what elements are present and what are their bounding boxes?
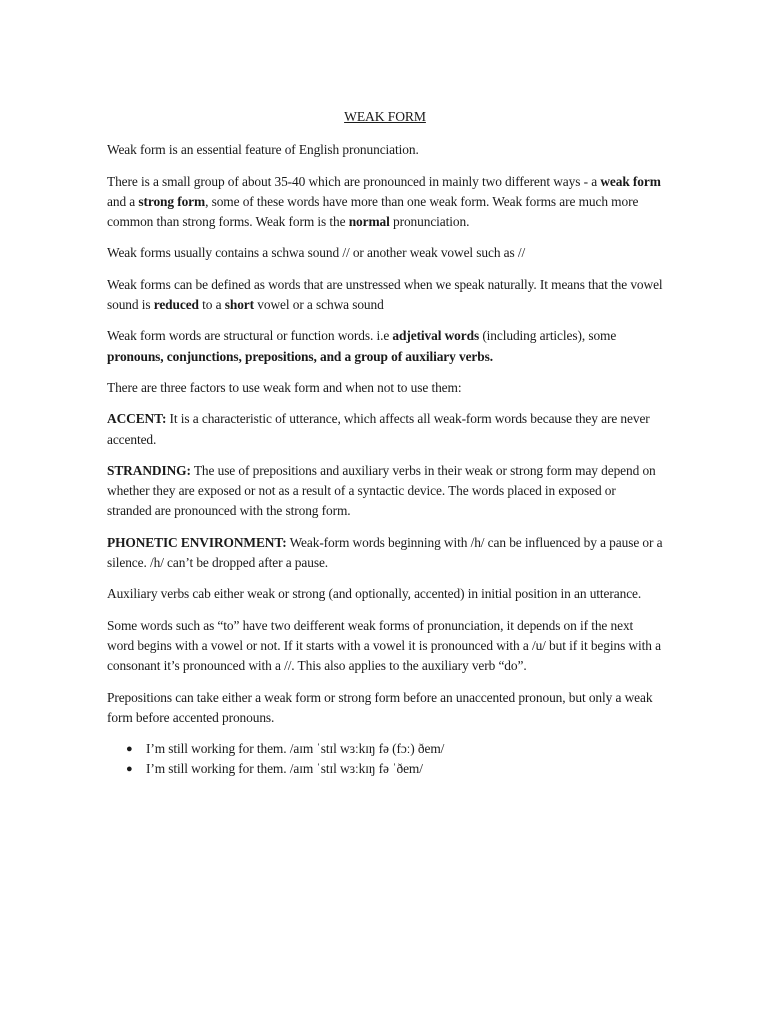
label-phonetic-environment: PHONETIC ENVIRONMENT:	[107, 534, 287, 550]
bold-word-classes: pronouns, conjunctions, prepositions, and a group of auxiliary verbs.	[107, 348, 493, 364]
paragraph-intro: Weak form is an essential feature of English pronunciation.	[107, 142, 419, 158]
paragraph-phonetic-environment	[107, 533, 663, 574]
text-run: , some of these words have more than one weak form. Weak forms are much more common than strong forms. Weak form is the	[107, 193, 639, 230]
document-page	[107, 107, 663, 780]
text-run: Weak forms can be defined as words that are unstressed when we speak naturally. It means that the vowel sound is	[107, 276, 663, 313]
paragraph-weak-strong	[107, 172, 663, 233]
example-list	[107, 739, 663, 780]
bold-short: short	[224, 297, 254, 313]
paragraph-stranding	[107, 461, 663, 522]
paragraph-factors: There are three factors to use weak form and when not to use them:	[107, 379, 462, 395]
paragraph-auxiliary-verbs: Auxiliary verbs cab either weak or strong (and optionally, accented) in initial position in an utterance.	[107, 586, 642, 602]
text-run: (including articles), some	[479, 328, 617, 344]
example-text: I’m still working for them. /aɪm ˈstɪl wɜːkɪŋ fə ˈðem/	[146, 761, 423, 777]
text-run: Weak-form words beginning with /h/ can be influenced by a pause or a silence. /h/ can’t be dropped after a pause.	[107, 534, 663, 571]
bullet-icon: ●	[126, 763, 133, 776]
text-run: Weak form words are structural or function words. i.e	[107, 328, 393, 344]
paragraph-to-do: Some words such as “to” have two deifferent weak forms of pronunciation, it depends on if the next word begins with a vowel or not. If it starts with a vowel it is pronounced with a /u/ but if it begins with a consonant it’s pronounced with a //. This also applies to the auxiliary verb “do”.	[107, 617, 661, 674]
bold-weak-form: weak form	[600, 173, 661, 189]
document-title: WEAK FORM	[344, 109, 426, 124]
bullet-icon: ●	[126, 743, 133, 756]
text-run: There is a small group of about 35-40 which are pronounced in mainly two different ways - a	[107, 173, 601, 189]
paragraph-prepositions: Prepositions can take either a weak form or strong form before an unaccented pronoun, but only a weak form before accented pronouns.	[107, 689, 653, 725]
example-text: I’m still working for them. /aɪm ˈstɪl wɜːkɪŋ fə (fɔː) ðem/	[146, 741, 445, 757]
paragraph-definition	[107, 275, 663, 316]
label-accent: ACCENT:	[107, 411, 167, 427]
paragraph-schwa: Weak forms usually contains a schwa sound // or another weak vowel such as //	[107, 245, 526, 261]
list-item	[107, 739, 663, 759]
text-run: vowel or a schwa sound	[254, 297, 384, 313]
bold-adjetival-words: adjetival words	[392, 328, 480, 344]
bold-reduced: reduced	[153, 297, 199, 313]
label-stranding: STRANDING:	[107, 462, 191, 478]
bold-normal: normal	[348, 214, 390, 230]
bold-strong-form: strong form	[138, 193, 206, 209]
paragraph-function-words	[107, 326, 663, 367]
text-run: pronunciation.	[389, 214, 470, 230]
text-run: It is a characteristic of utterance, which affects all weak-form words because they are never accented.	[107, 411, 650, 447]
text-run: The use of prepositions and auxiliary verbs in their weak or strong form may depend on whether they are exposed or not as a result of a syntactic device. The words placed in exposed or stranded are pronounced with the strong form.	[107, 462, 656, 519]
paragraph-accent	[107, 409, 663, 450]
text-run: and a	[107, 193, 139, 209]
list-item	[107, 759, 663, 779]
text-run: to a	[198, 297, 225, 313]
